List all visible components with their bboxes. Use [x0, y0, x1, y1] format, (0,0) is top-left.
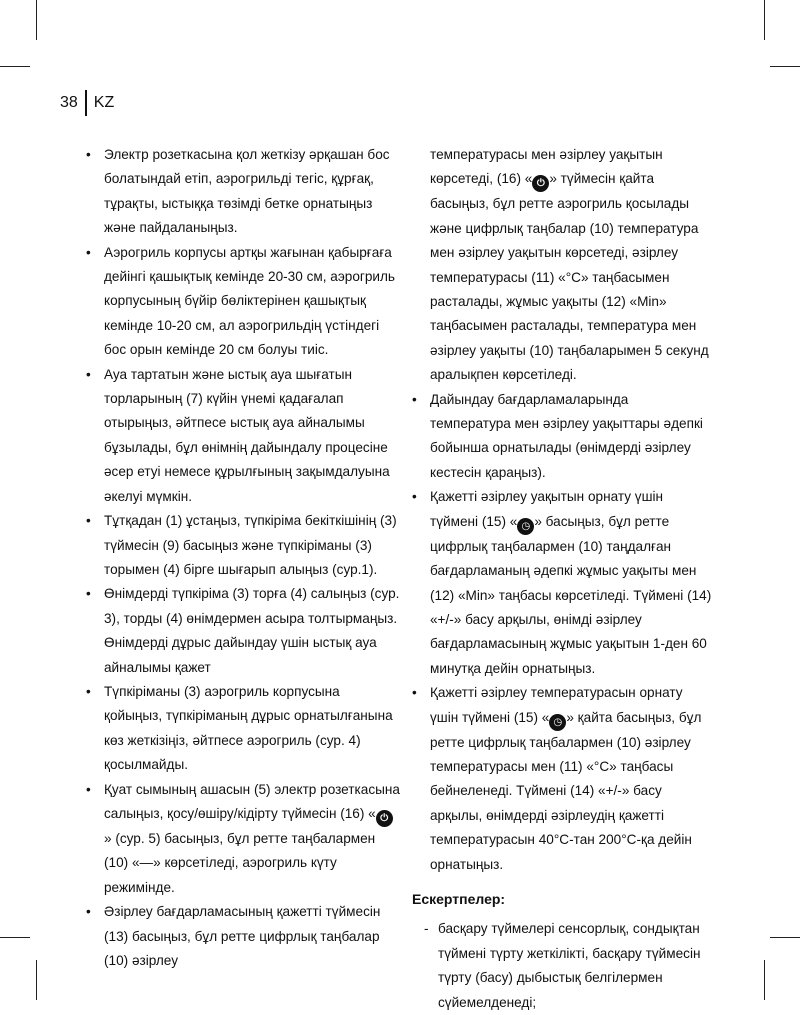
- list-item-text: » қайта басыңыз, бұл ретте цифрлық таңбалармен (10) әзірлеу температурасы мен (11) «°С» таңбасы бейнеленеді. Түймені (14) «+/-» басу арқылы, өнімдерді әзірлеудің қажетті температурасын 40°С-тан 200°С-қа дейін орнатыңыз.: [430, 709, 702, 872]
- list-item-text: » түймесін қайта басыңыз, бұл ретте аэрогриль қосылады және цифрлық таңбалар (10) температура мен әзірлеу уақытын көрсетеді, әзірлеу температурасы (11) «°С» таңбасымен расталады, жұмыс уақыты (12) «Min» таңбасымен расталады, температура мен әзірлеу уақыты (10) таңбаларымен 5 секунд аралықпен көрсетіледі.: [430, 171, 709, 383]
- crop-mark: [770, 66, 800, 67]
- crop-mark: [764, 0, 765, 40]
- crop-mark: [764, 960, 765, 1000]
- list-item: • Ауа тартатын және ыстық ауа шығатын торларының (7) күйін үнемі қадағалап отырыңыз, әйтпесе ыстық ауа айналымы бұзылады, бұл өнімнің дайындалу процесіне әсер етуі немесе құрылғының зақымдалуына әкелуі мүмкін.: [86, 363, 400, 509]
- right-column: [412, 143, 712, 1015]
- crop-mark: [770, 937, 800, 938]
- power-icon: ⏻: [376, 810, 393, 827]
- list-item-text: » басыңыз, бұл ретте цифрлық таңбалармен (10) таңдалған бағдарламаның әдепкі жұмыс уақыты мен (12) «Min» таңбасы көрсетіледі. Түймені (14) «+/-» басу арқылы, өнімді әзірлеу бағдарламасының жұмыс уақытын 1-ден 60 минутқа дейін орнатыңыз.: [430, 513, 712, 676]
- list-item: • Түпкіріманы (3) аэрогриль корпусына қойыңыз, түпкіріманың дұрыс орнатылғанына көз жеткізіңіз, әйтпесе аэрогриль (сур. 4) қосылмайды.: [86, 680, 400, 778]
- list-item: • Өнімдерді түпкіріма (3) торға (4) салыңыз (сур. 3), торды (4) өнімдермен асыра толтырмаңыз. Өнімдерді дұрыс дайындау үшін ыстық ауа айналымы қажет: [86, 582, 400, 680]
- left-column: [86, 143, 400, 973]
- list-item-text: температурасы мен әзірлеу уақытын көрсетеді, (16) «: [430, 147, 663, 187]
- crop-mark: [0, 937, 30, 938]
- power-icon: ⏻: [532, 175, 549, 192]
- timer-icon: ◷: [517, 518, 534, 535]
- crop-mark: [36, 0, 37, 40]
- list-item: • Электр розеткасына қол жеткізу әрқашан бос болатындай етіп, аэрогрильді тегіс, құрғақ, тұрақты, ыстыққа төзімді бетке орнатыңыз және пайдаланыңыз.: [86, 143, 400, 241]
- note-item: - басқару түймелері сенсорлық, сондықтан түймені түрту жеткілікті, басқару түймесін түрту (басу) дыбыстық белгілермен сүйемелденеді;: [412, 917, 712, 1015]
- list-item: • Аэрогриль корпусы артқы жағынан қабырғаға дейінгі қашықтық кемінде 20-30 см, аэрогриль корпусының бүйір бөліктерінен қашықтық кемінде 10-20 см, ал аэрогрильдің үстіндегі бос орын кемінде 20 см болуы тиіс.: [86, 241, 400, 363]
- timer-icon: ◷: [549, 714, 566, 731]
- page-number: 38: [60, 94, 78, 111]
- list-item-text: » (сур. 5) басыңыз, бұл ретте таңбалармен (10) «—» көрсетіледі, аэрогриль күту режимінде.: [104, 830, 376, 895]
- list-item: [412, 681, 712, 877]
- list-item: [86, 778, 400, 901]
- list-item-text: Қуат сымының ашасын (5) электр розеткасына салыңыз, қосу/өшіру/кідірту түймесін (16) «: [104, 781, 400, 821]
- list-item: • Тұтқадан (1) ұстаңыз, түпкіріма бекіткішінің (3) түймесін (9) басыңыз және түпкіріманы (3) торымен (4) бірге шығарып алыңыз (сур.1).: [86, 509, 400, 582]
- notes-heading: Ескертпелер:: [412, 890, 506, 907]
- language-code: KZ: [93, 94, 115, 111]
- crop-mark: [0, 66, 30, 67]
- list-item: • Әзірлеу бағдарламасының қажетті түймесін (13) басыңыз, бұл ретте цифрлық таңбалар (10) әзірлеу: [86, 900, 400, 973]
- crop-mark: [36, 960, 37, 1000]
- list-item-text: Қажетті әзірлеу уақытын орнату үшін түймені (15) «: [430, 489, 664, 529]
- list-item: • Дайындау бағдарламаларында температура мен әзірлеу уақыттары әдепкі бойынша орнатылады (өнімдерді әзірлеу кестесін қараңыз).: [412, 388, 712, 486]
- list-item-continuation: [412, 143, 712, 388]
- list-item-text: Қажетті әзірлеу температурасын орнату үшін түймені (15) «: [430, 685, 683, 725]
- list-item: [412, 485, 712, 681]
- page-header: [60, 90, 114, 116]
